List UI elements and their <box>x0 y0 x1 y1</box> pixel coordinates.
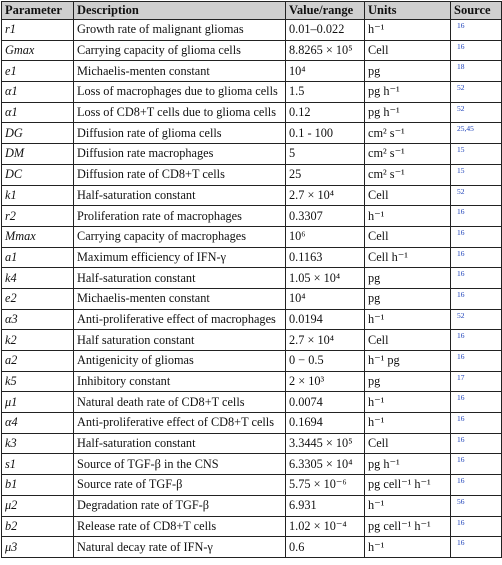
cell-value: 0.1163 <box>286 247 365 268</box>
cell-value: 1.05 × 10⁴ <box>286 268 365 289</box>
cell-description: Loss of macrophages due to glioma cells <box>74 82 286 103</box>
cell-parameter: k1 <box>2 185 74 206</box>
cell-parameter: μ3 <box>2 537 74 558</box>
cell-source: 16 <box>451 226 502 247</box>
cell-units: pg <box>365 371 451 392</box>
cell-description: Maximum efficiency of IFN-γ <box>74 247 286 268</box>
table-row <box>2 144 502 165</box>
cell-units: h⁻¹ <box>365 413 451 434</box>
cell-description: Source rate of TGF-β <box>74 475 286 496</box>
cell-description: Degradation rate of TGF-β <box>74 495 286 516</box>
header-units: Units <box>365 2 451 20</box>
table-row <box>2 433 502 454</box>
cell-parameter: b1 <box>2 475 74 496</box>
cell-value: 0.12 <box>286 102 365 123</box>
cell-description: Michaelis-menten constant <box>74 61 286 82</box>
cell-parameter: b2 <box>2 516 74 537</box>
cell-parameter: DC <box>2 164 74 185</box>
cell-value: 1.5 <box>286 82 365 103</box>
cell-description: Carrying capacity of glioma cells <box>74 40 286 61</box>
table-row <box>2 82 502 103</box>
cell-value: 0.1694 <box>286 413 365 434</box>
table-row <box>2 288 502 309</box>
cell-source: 15 <box>451 164 502 185</box>
cell-value: 2 × 10³ <box>286 371 365 392</box>
cell-value: 2.7 × 10⁴ <box>286 330 365 351</box>
table-header-row <box>2 2 502 20</box>
cell-units: h⁻¹ <box>365 206 451 227</box>
cell-source: 18 <box>451 61 502 82</box>
cell-parameter: e1 <box>2 61 74 82</box>
header-source: Source <box>451 2 502 20</box>
cell-source: 52 <box>451 185 502 206</box>
cell-description: Half-saturation constant <box>74 433 286 454</box>
cell-value: 0.0194 <box>286 309 365 330</box>
cell-source: 16 <box>451 20 502 41</box>
cell-value: 3.3445 × 10⁵ <box>286 433 365 454</box>
cell-source: 16 <box>451 268 502 289</box>
cell-units: h⁻¹ <box>365 309 451 330</box>
cell-value: 0.1 - 100 <box>286 123 365 144</box>
cell-parameter: Gmax <box>2 40 74 61</box>
cell-units: pg <box>365 61 451 82</box>
table-row <box>2 226 502 247</box>
cell-description: Natural decay rate of IFN-γ <box>74 537 286 558</box>
cell-value: 8.8265 × 10⁵ <box>286 40 365 61</box>
table-row <box>2 454 502 475</box>
cell-source: 16 <box>451 516 502 537</box>
cell-value: 0.3307 <box>286 206 365 227</box>
cell-source: 25,45 <box>451 123 502 144</box>
cell-units: Cell <box>365 40 451 61</box>
cell-parameter: k3 <box>2 433 74 454</box>
cell-parameter: r1 <box>2 20 74 41</box>
table-row <box>2 516 502 537</box>
cell-value: 6.931 <box>286 495 365 516</box>
table-row <box>2 247 502 268</box>
header-value-range: Value/range <box>286 2 365 20</box>
cell-value: 0 − 0.5 <box>286 351 365 372</box>
cell-description: Half-saturation constant <box>74 185 286 206</box>
cell-value: 10⁴ <box>286 288 365 309</box>
cell-parameter: DM <box>2 144 74 165</box>
cell-source: 16 <box>451 330 502 351</box>
cell-description: Anti-proliferative effect of macrophages <box>74 309 286 330</box>
cell-source: 52 <box>451 309 502 330</box>
table-row <box>2 61 502 82</box>
table-row <box>2 123 502 144</box>
cell-units: pg h⁻¹ <box>365 82 451 103</box>
cell-units: pg <box>365 288 451 309</box>
cell-value: 0.01–0.022 <box>286 20 365 41</box>
cell-description: Carrying capacity of macrophages <box>74 226 286 247</box>
cell-parameter: μ1 <box>2 392 74 413</box>
cell-source: 16 <box>451 247 502 268</box>
table-row <box>2 206 502 227</box>
cell-description: Loss of CD8+T cells due to glioma cells <box>74 102 286 123</box>
cell-source: 16 <box>451 433 502 454</box>
cell-description: Half saturation constant <box>74 330 286 351</box>
cell-units: h⁻¹ <box>365 392 451 413</box>
cell-units: Cell h⁻¹ <box>365 247 451 268</box>
cell-parameter: k5 <box>2 371 74 392</box>
cell-value: 5 <box>286 144 365 165</box>
cell-source: 16 <box>451 206 502 227</box>
table-row <box>2 268 502 289</box>
cell-description: Diffusion rate of glioma cells <box>74 123 286 144</box>
cell-description: Michaelis-menten constant <box>74 288 286 309</box>
cell-source: 16 <box>451 537 502 558</box>
cell-units: cm² s⁻¹ <box>365 144 451 165</box>
table-row <box>2 164 502 185</box>
cell-units: h⁻¹ <box>365 20 451 41</box>
cell-parameter: α4 <box>2 413 74 434</box>
cell-parameter: α3 <box>2 309 74 330</box>
cell-value: 2.7 × 10⁴ <box>286 185 365 206</box>
table-row <box>2 102 502 123</box>
cell-value: 5.75 × 10⁻⁶ <box>286 475 365 496</box>
cell-description: Source of TGF-β in the CNS <box>74 454 286 475</box>
table-row <box>2 495 502 516</box>
cell-description: Release rate of CD8+T cells <box>74 516 286 537</box>
cell-value: 1.02 × 10⁻⁴ <box>286 516 365 537</box>
table-row <box>2 475 502 496</box>
cell-description: Diffusion rate macrophages <box>74 144 286 165</box>
cell-value: 10⁴ <box>286 61 365 82</box>
cell-description: Inhibitory constant <box>74 371 286 392</box>
cell-parameter: r2 <box>2 206 74 227</box>
cell-source: 16 <box>451 288 502 309</box>
cell-source: 16 <box>451 413 502 434</box>
cell-value: 10⁶ <box>286 226 365 247</box>
table-row <box>2 185 502 206</box>
cell-value: 6.3305 × 10⁴ <box>286 454 365 475</box>
cell-units: h⁻¹ <box>365 537 451 558</box>
cell-parameter: a1 <box>2 247 74 268</box>
cell-parameter: DG <box>2 123 74 144</box>
cell-units: pg h⁻¹ <box>365 102 451 123</box>
cell-description: Half-saturation constant <box>74 268 286 289</box>
cell-parameter: Mmax <box>2 226 74 247</box>
header-description: Description <box>74 2 286 20</box>
cell-parameter: α1 <box>2 102 74 123</box>
cell-description: Diffusion rate of CD8+T cells <box>74 164 286 185</box>
cell-source: 52 <box>451 102 502 123</box>
cell-units: pg <box>365 268 451 289</box>
cell-description: Proliferation rate of macrophages <box>74 206 286 227</box>
cell-source: 16 <box>451 475 502 496</box>
cell-source: 16 <box>451 392 502 413</box>
cell-units: pg h⁻¹ <box>365 454 451 475</box>
cell-parameter: μ2 <box>2 495 74 516</box>
cell-source: 52 <box>451 82 502 103</box>
cell-value: 0.0074 <box>286 392 365 413</box>
cell-source: 15 <box>451 144 502 165</box>
table-row <box>2 392 502 413</box>
cell-description: Anti-proliferative effect of CD8+T cells <box>74 413 286 434</box>
cell-source: 16 <box>451 351 502 372</box>
cell-units: Cell <box>365 226 451 247</box>
cell-source: 16 <box>451 40 502 61</box>
cell-source: 16 <box>451 454 502 475</box>
table-row <box>2 40 502 61</box>
cell-parameter: k2 <box>2 330 74 351</box>
cell-value: 0.6 <box>286 537 365 558</box>
cell-units: Cell <box>365 433 451 454</box>
cell-value: 25 <box>286 164 365 185</box>
cell-parameter: k4 <box>2 268 74 289</box>
cell-parameter: s1 <box>2 454 74 475</box>
cell-units: cm² s⁻¹ <box>365 123 451 144</box>
cell-units: h⁻¹ <box>365 495 451 516</box>
cell-source: 17 <box>451 371 502 392</box>
cell-description: Natural death rate of CD8+T cells <box>74 392 286 413</box>
cell-units: pg cell⁻¹ h⁻¹ <box>365 516 451 537</box>
table-row <box>2 371 502 392</box>
parameter-table <box>1 1 502 558</box>
table-row <box>2 330 502 351</box>
cell-parameter: a2 <box>2 351 74 372</box>
cell-units: Cell <box>365 185 451 206</box>
parameter-table-container <box>1 1 491 558</box>
cell-units: h⁻¹ pg <box>365 351 451 372</box>
cell-parameter: e2 <box>2 288 74 309</box>
table-row <box>2 20 502 41</box>
cell-source: 56 <box>451 495 502 516</box>
cell-description: Growth rate of malignant gliomas <box>74 20 286 41</box>
header-parameter: Parameter <box>2 2 74 20</box>
cell-description: Antigenicity of gliomas <box>74 351 286 372</box>
table-row <box>2 413 502 434</box>
table-row <box>2 537 502 558</box>
cell-units: Cell <box>365 330 451 351</box>
table-row <box>2 351 502 372</box>
cell-parameter: α1 <box>2 82 74 103</box>
cell-units: cm² s⁻¹ <box>365 164 451 185</box>
table-row <box>2 309 502 330</box>
cell-units: pg cell⁻¹ h⁻¹ <box>365 475 451 496</box>
